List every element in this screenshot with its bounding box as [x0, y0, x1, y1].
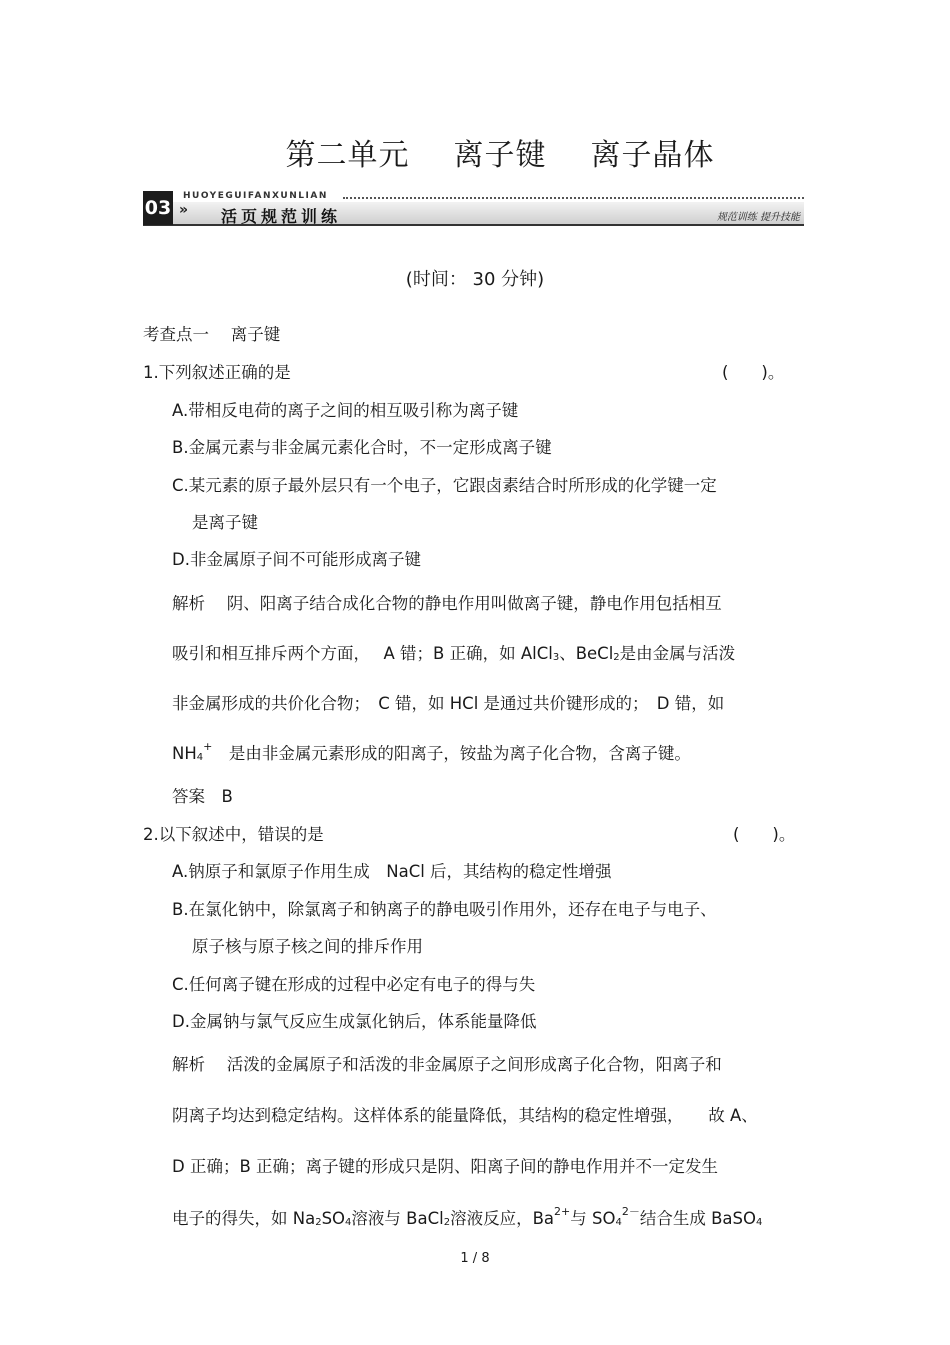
banner-dotted-rule — [343, 197, 804, 199]
title-unit: 第二单元 — [285, 138, 410, 173]
banner-slogan: 规范训练 提升技能 — [716, 212, 800, 223]
q2-option-c: C.任何离子键在形成的过程中必定有电子的得与失 — [172, 975, 536, 994]
banner-name: 活页规范训练 — [221, 207, 342, 226]
q2-explanation-line-1: 解析 活泼的金属原子和活泼的非金属原子之间形成离子化合物，阳离子和 — [172, 1055, 722, 1074]
section-heading: 考查点一 离子键 — [143, 325, 281, 344]
q1-option-d: D.非金属原子间不可能形成离子键 — [172, 550, 421, 569]
q2-option-b-cont: 原子核与原子核之间的排斥作用 — [192, 937, 423, 956]
page-number: 1 / 8 — [460, 1251, 490, 1266]
q1-stem: 1.下列叙述正确的是 — [143, 363, 291, 382]
banner-pinyin: HUOYEGUIFANXUNLIAN — [183, 191, 332, 201]
page-title — [0, 130, 950, 174]
q2-explanation-line-2: 阴离子均达到稳定结构。这样体系的能量降低，其结构的稳定性增强， 故 A、 — [172, 1106, 758, 1125]
q2-option-b: B.在氯化钠中，除氯离子和钠离子的静电吸引作用外，还存在电子与电子、 — [172, 900, 717, 919]
q2-answer-blank: ( )。 — [733, 825, 796, 844]
q2-option-d: D.金属钠与氯气反应生成氯化钠后，体系能量降低 — [172, 1012, 537, 1031]
q1-option-c: C.某元素的原子最外层只有一个电子，它跟卤素结合时所形成的化学键一定 — [172, 476, 717, 495]
title-topic-1: 离子键 — [453, 138, 547, 173]
q1-option-b: B.金属元素与非金属元素化合时，不一定形成离子键 — [172, 438, 552, 457]
q2-explanation-line-4: 电子的得失，如 Na2SO4溶液与 BaCl2溶液反应，$Ba^{2+}$与 $SO4^{2-}$结合生成 BaSO4 — [172, 1205, 763, 1228]
q1-answer: 答案 B — [172, 787, 233, 806]
banner-number: 03 — [143, 191, 173, 225]
q1-option-a: A.带相反电荷的离子之间的相互吸引称为离子键 — [172, 401, 519, 420]
q1-option-c-cont: 是离子键 — [192, 513, 258, 532]
q1-explanation-line-3: 非金属形成的共价化合物； C 错，如 HCl 是通过共价键形成的； D 错，如 — [172, 694, 725, 713]
time-note: (时间： 30 分钟) — [405, 269, 545, 290]
double-chevron-icon: » — [179, 202, 189, 218]
q1-answer-blank: ( )。 — [722, 363, 785, 382]
section-banner — [143, 188, 804, 228]
q1-explanation-line-1: 解析 阴、阳离子结合成化合物的静电作用叫做离子键，静电作用包括相互 — [172, 594, 722, 613]
q2-explanation-line-3: D 正确；B 正确；离子键的形成只是阴、阳离子间的静电作用并不一定发生 — [172, 1157, 719, 1176]
q1-explanation-line-4: NH4+ 是由非金属元素形成的阳离子，铵盐为离子化合物，含离子键。 — [172, 740, 691, 763]
q2-option-a: A.钠原子和氯原子作用生成 NaCl 后，其结构的稳定性增强 — [172, 862, 612, 881]
title-topic-2: 离子晶体 — [590, 138, 715, 173]
q2-stem: 2.以下叙述中，错误的是 — [143, 825, 324, 844]
q1-explanation-line-2: 吸引和相互排斥两个方面， A 错；B 正确，如 AlCl3、BeCl2是由金属与活泼 — [172, 644, 736, 663]
